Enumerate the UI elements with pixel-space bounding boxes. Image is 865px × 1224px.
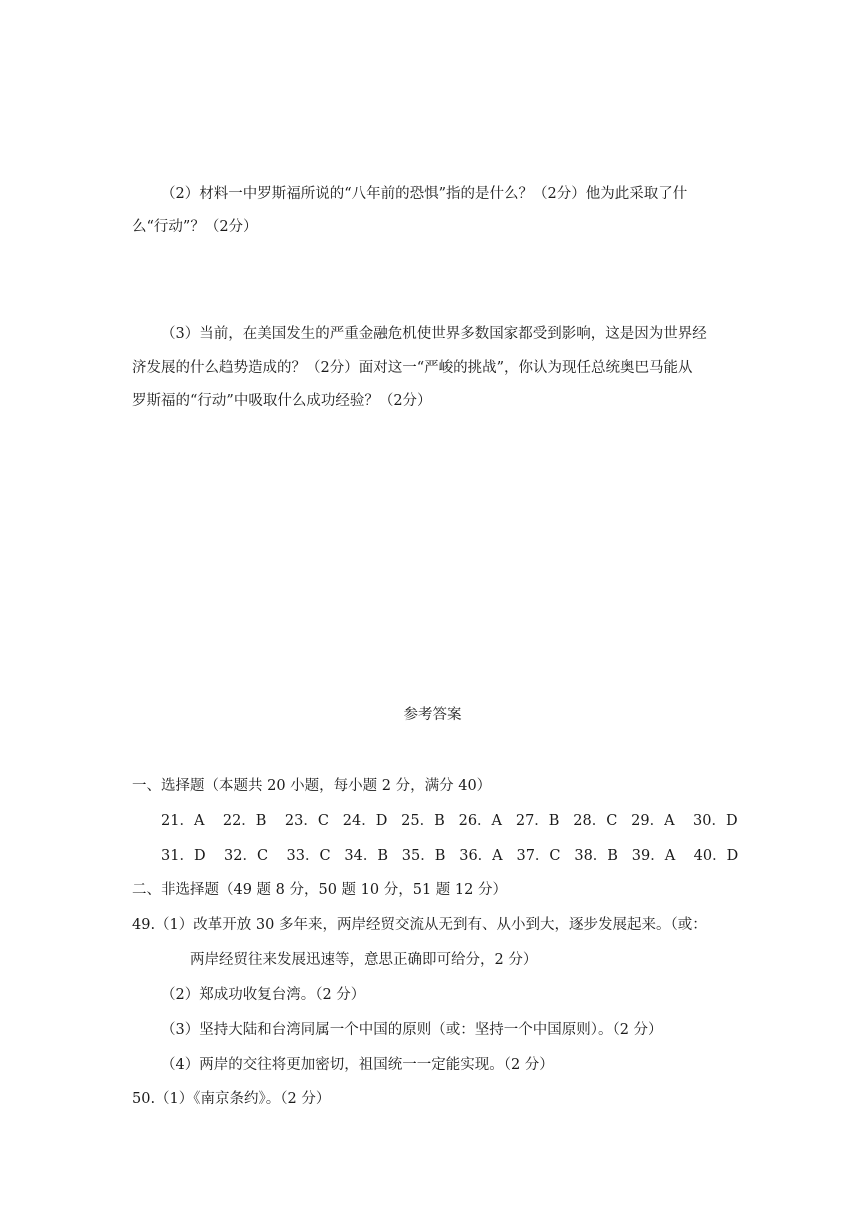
answer-50-1: 50.（1）《南京条约》。（2 分）	[132, 1091, 331, 1107]
answers-row-2: 31．D 32．C 33．C 34．B 35．B 36．A 37．C 38．B 39．A 40．D	[161, 848, 739, 864]
answers-row-1: 21．A 22．B 23．C 24．D 25．B 26．A 27．B 28．C 29．A 30．D	[161, 813, 738, 829]
answer-49-1-line-1: 49.（1）改革开放 30 多年来，两岸经贸交流从无到有、从小到大，逐步发展起来。（或：	[132, 917, 707, 933]
question-2-line-1: （2）材料一中罗斯福所说的“八年前的恐惧”指的是什么？（2分）他为此采取了什	[161, 186, 688, 202]
question-2-line-2: 么“行动”？（2分）	[132, 219, 258, 235]
answer-49-3: （3）坚持大陆和台湾同属一个中国的原则（或：坚持一个中国原则）。（2 分）	[161, 1022, 663, 1038]
answer-49-1-line-2: 两岸经贸往来发展迅速等，意思正确即可给分，2 分）	[190, 952, 538, 968]
section-2-heading: 二、非选择题（49 题 8 分，50 题 10 分，51 题 12 分）	[132, 882, 507, 898]
section-1-heading: 一、选择题（本题共 20 小题，每小题 2 分，满分 40）	[132, 778, 492, 794]
answer-49-2: （2）郑成功收复台湾。（2 分）	[161, 987, 366, 1003]
answer-key-title: 参考答案	[403, 707, 462, 723]
question-3-line-1: （3）当前，在美国发生的严重金融危机使世界多数国家都受到影响，这是因为世界经	[161, 326, 707, 342]
answer-49-4: （4）两岸的交往将更加密切，祖国统一一定能实现。（2 分）	[161, 1057, 554, 1073]
question-3-line-2: 济发展的什么趋势造成的？（2分）面对这一“严峻的挑战”，你认为现任总统奥巴马能从	[132, 360, 693, 376]
question-3-line-3: 罗斯福的“行动”中吸取什么成功经验？（2分）	[132, 393, 432, 409]
